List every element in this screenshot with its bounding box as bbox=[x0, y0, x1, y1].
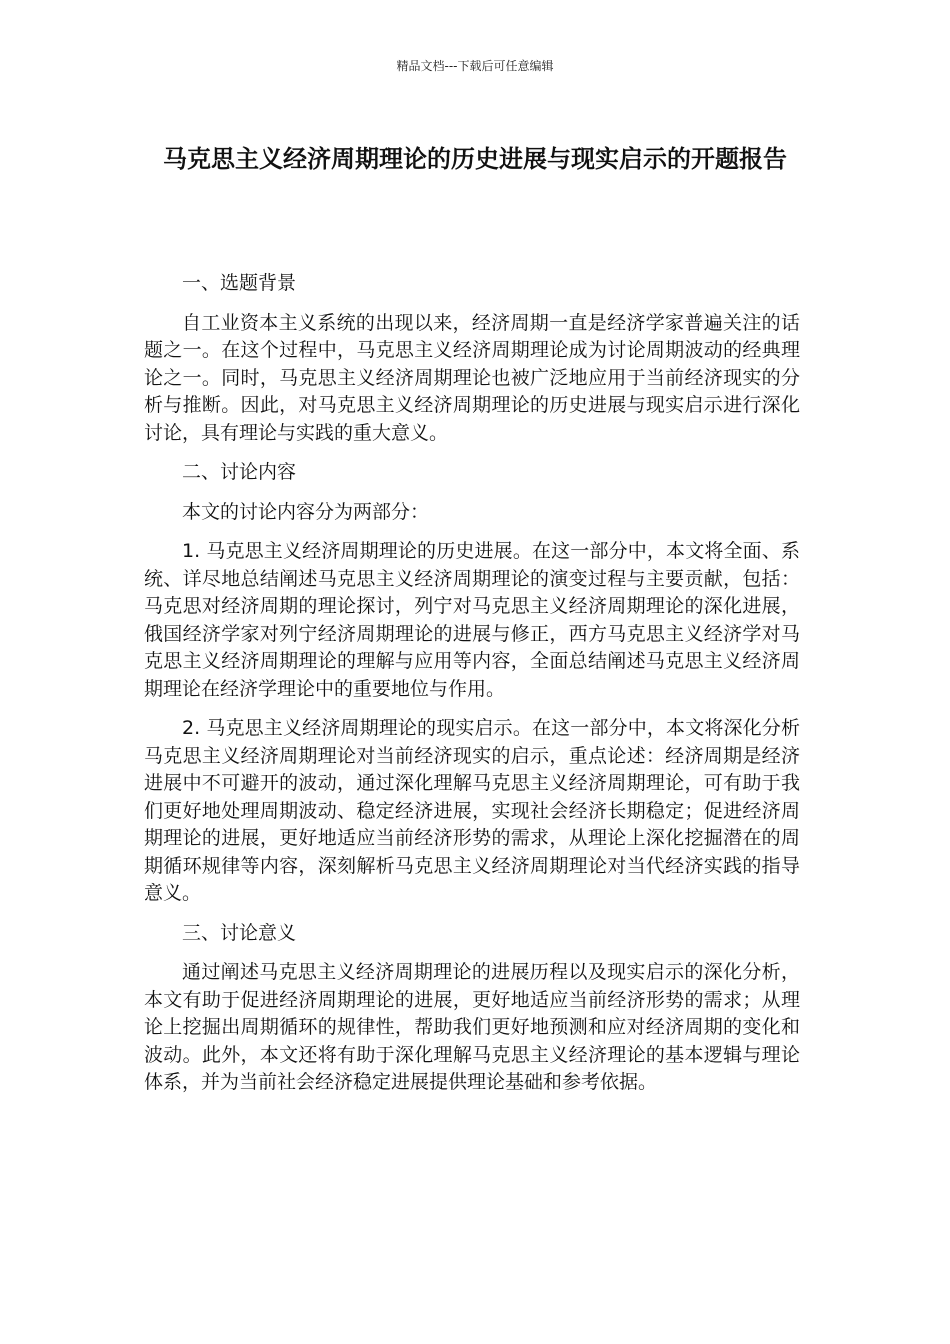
document-body bbox=[144, 270, 800, 1109]
section-heading-background: 一、选题背景 bbox=[182, 272, 297, 294]
page-header: 精品文档---下载后可任意编辑 bbox=[396, 59, 554, 73]
paragraph-content-part-2: 2. 马克思主义经济周期理论的现实启示。在这一部分中，本文将深化分析马克思主义经济周期理论对当前经济现实的启示，重点论述：经济周期是经济进展中不可避开的波动，通过深化理解马克思主义经济周期理论，可有助于我们更好地处理周期波动、稳定经济进展，实现社会经济长期稳定；促进经济周期理论的进展，更好地适应当前经济形势的需求，从理论上深化挖掘潜在的周期循环规律等内容，深刻解析马克思主义经济周期理论对当代经济实践的指导意义。 bbox=[144, 717, 800, 904]
paragraph-content-part-1: 1. 马克思主义经济周期理论的历史进展。在这一部分中，本文将全面、系统、详尽地总结阐述马克思主义经济周期理论的演变过程与主要贡献，包括：马克思对经济周期的理论探讨，列宁对马克思主义经济周期理论的深化进展，俄国经济学家对列宁经济周期理论的进展与修正，西方马克思主义经济学对马克思主义经济周期理论的理解与应用等内容，全面总结阐述马克思主义经济周期理论在经济学理论中的重要地位与作用。 bbox=[144, 540, 800, 700]
paragraph-content-intro: 本文的讨论内容分为两部分： bbox=[182, 500, 430, 523]
section-heading-content: 二、讨论内容 bbox=[182, 461, 297, 483]
document-title: 马克思主义经济周期理论的历史进展与现实启示的开题报告 bbox=[163, 145, 787, 173]
section-heading-significance: 三、讨论意义 bbox=[182, 921, 297, 944]
paragraph-background: 自工业资本主义系统的出现以来，经济周期一直是经济学家普遍关注的话题之一。在这个过程中，马克思主义经济周期理论成为讨论周期波动的经典理论之一。同时，马克思主义经济周期理论也被广泛地应用于当前经济现实的分析与推断。因此，对马克思主义经济周期理论的历史进展与现实启示进行深化讨论，具有理论与实践的重大意义。 bbox=[144, 311, 800, 444]
paragraph-significance: 通过阐述马克思主义经济周期理论的进展历程以及现实启示的深化分析，本文有助于促进经济周期理论的进展，更好地适应当前经济形势的需求；从理论上挖掘出周期循环的规律性，帮助我们更好地预测和应对经济周期的变化和波动。此外，本文还将有助于深化理解马克思主义经济理论的基本逻辑与理论体系，并为当前社会经济稳定进展提供理论基础和参考依据。 bbox=[144, 961, 800, 1093]
